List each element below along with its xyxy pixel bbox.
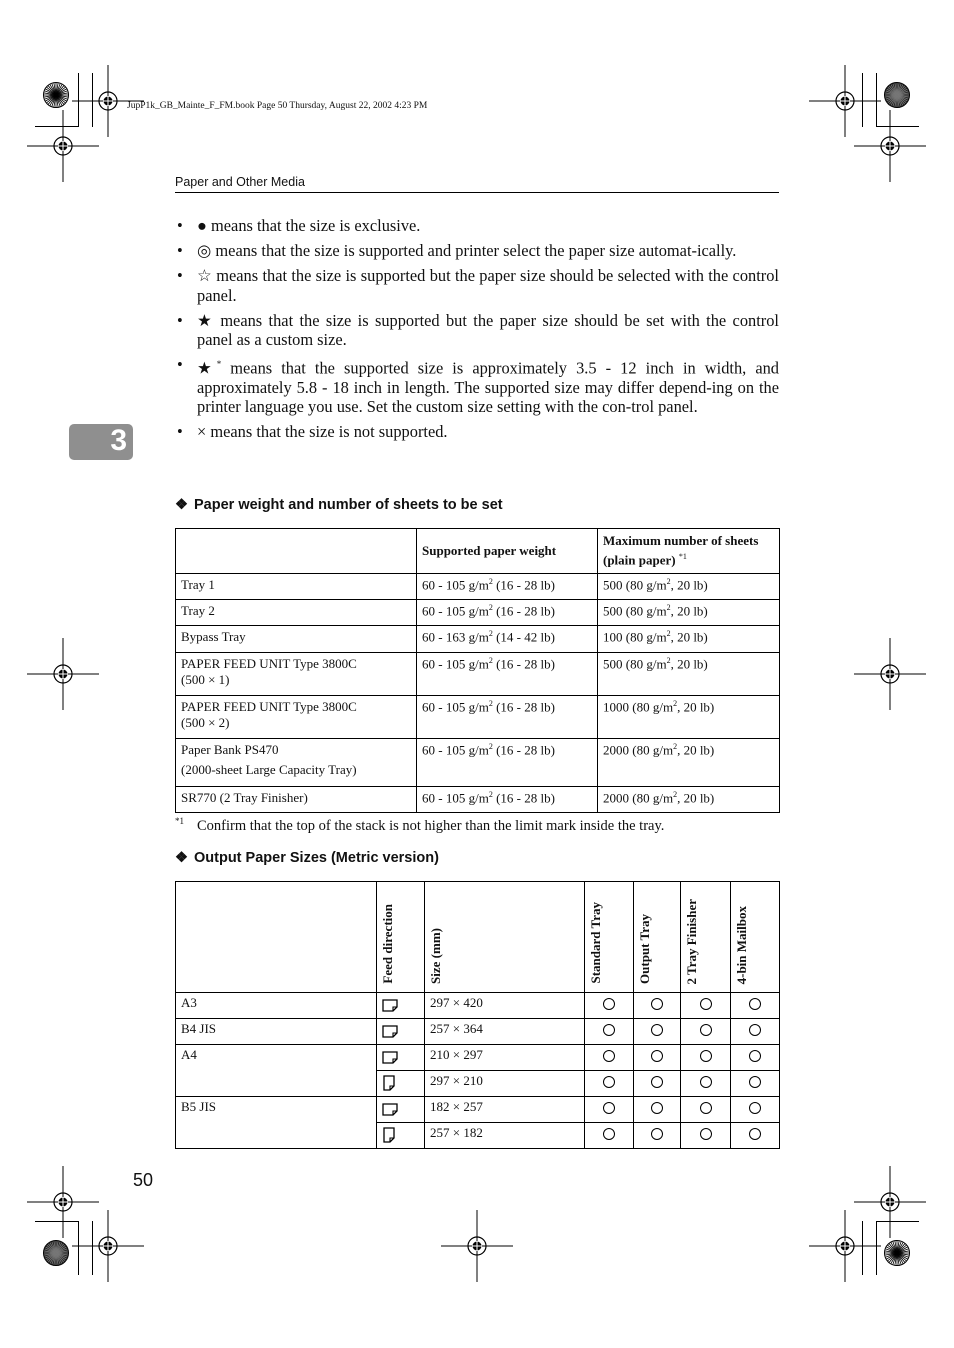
crosshair-mark-icon: [27, 110, 99, 182]
device-name-cell: Tray 2: [176, 600, 417, 626]
supported-circle-icon: [634, 1045, 681, 1071]
device-name-cell: Bypass Tray: [176, 626, 417, 653]
file-info: JupP1k_GB_Mainte_F_FM.book Page 50 Thursday, August 22, 2002 4:23 PM: [127, 101, 428, 111]
output-sizes-table: [175, 881, 780, 1149]
supported-circle-icon: [634, 1019, 681, 1045]
running-head: Paper and Other Media: [175, 175, 305, 189]
paper-size-name-cell: A4: [176, 1045, 377, 1097]
crosshair-mark-icon: [854, 638, 926, 710]
table-row: [176, 696, 780, 739]
size-cell: 257 × 364: [425, 1019, 585, 1045]
open-star-icon: ☆: [197, 266, 212, 285]
supported-circle-icon: [731, 1071, 780, 1097]
supported-circle-icon: [585, 1045, 634, 1071]
sheets-cell: 100 (80 $g/m^2$, 20 lb): [598, 626, 780, 653]
crop-line: [862, 73, 863, 127]
supported-circle-icon: [681, 1097, 731, 1123]
table-header-row: [176, 882, 780, 993]
header-2-tray-finisher: 2 Tray Finisher: [681, 882, 731, 993]
crop-line: [92, 73, 93, 127]
sheets-cell: 500 (80 $g/m^2$, 20 lb): [598, 653, 780, 696]
device-name-cell: Tray 1: [176, 574, 417, 600]
weight-cell: 60 - 105 $g/m^2$ (16 - 28 lb): [417, 787, 598, 813]
supported-circle-icon: [585, 1097, 634, 1123]
weight-cell: 60 - 105 $g/m^2$ (16 - 28 lb): [417, 696, 598, 739]
landscape-feed-icon: [377, 993, 425, 1019]
filled-star-icon: ★: [197, 310, 214, 330]
paper-size-name-cell: B5 JIS: [176, 1097, 377, 1149]
table-row: [176, 653, 780, 696]
crop-line: [862, 1221, 863, 1275]
filled-circle-icon: ●: [197, 216, 207, 235]
table-row: [176, 787, 780, 813]
portrait-feed-icon: [377, 1123, 425, 1149]
landscape-feed-icon: [377, 1019, 425, 1045]
supported-circle-icon: [681, 1019, 731, 1045]
crop-line: [876, 126, 919, 127]
header-sheets: Maximum number of sheets (plain paper) $^{*1}$: [598, 529, 780, 574]
crop-line: [78, 1221, 79, 1275]
supported-circle-icon: [731, 993, 780, 1019]
crop-line: [876, 73, 877, 127]
weight-cell: 60 - 105 $g/m^2$ (16 - 28 lb): [417, 600, 598, 626]
table-row: [176, 600, 780, 626]
landscape-feed-icon: [377, 1045, 425, 1071]
device-name-cell: PAPER FEED UNIT Type 3800C (500 × 2): [176, 696, 417, 739]
supported-circle-icon: [731, 1123, 780, 1149]
header-rule: [175, 192, 779, 193]
header-weight: Supported paper weight: [417, 529, 598, 574]
sheets-cell: 2000 (80 $g/m^2$, 20 lb): [598, 787, 780, 813]
table-row: [176, 1045, 780, 1071]
size-cell: 297 × 210: [425, 1071, 585, 1097]
color-target-icon: [41, 1238, 71, 1268]
header-size: Size (mm): [425, 882, 585, 993]
crop-line: [35, 1221, 78, 1222]
size-cell: 182 × 257: [425, 1097, 585, 1123]
supported-circle-icon: [585, 1019, 634, 1045]
crop-line: [876, 1221, 877, 1275]
device-name-cell: Paper Bank PS470 (2000-sheet Large Capacity Tray): [176, 739, 417, 787]
section-title-weight: ❖ Paper weight and number of sheets to be set: [175, 497, 503, 513]
supported-circle-icon: [634, 993, 681, 1019]
supported-circle-icon: [681, 1123, 731, 1149]
crosshair-mark-icon: [854, 110, 926, 182]
header-feed-direction: Feed direction: [377, 882, 425, 993]
crop-line: [35, 126, 78, 127]
header-standard-tray: Standard Tray: [585, 882, 634, 993]
sheets-cell: 500 (80 $g/m^2$, 20 lb): [598, 600, 780, 626]
diamond-icon: ❖: [175, 850, 188, 866]
landscape-feed-icon: [377, 1097, 425, 1123]
double-circle-icon: ◎: [197, 241, 212, 260]
symbol-legend: [175, 216, 779, 447]
paper-weight-table: [175, 528, 780, 813]
diamond-icon: ❖: [175, 497, 188, 513]
section-title-output: ❖ Output Paper Sizes (Metric version): [175, 850, 439, 866]
supported-circle-icon: [681, 1071, 731, 1097]
color-target-icon: [882, 80, 912, 110]
legend-item: • ◎ means that the size is supported and printer select the paper size automat-ically.: [177, 241, 737, 260]
weight-cell: 60 - 163 $g/m^2$ (14 - 42 lb): [417, 626, 598, 653]
cross-icon: ×: [197, 422, 207, 442]
table-row: [176, 574, 780, 600]
supported-circle-icon: [731, 1097, 780, 1123]
supported-circle-icon: [585, 1071, 634, 1097]
color-target-icon: [882, 1238, 912, 1268]
crosshair-mark-icon: [27, 638, 99, 710]
weight-cell: 60 - 105 $g/m^2$ (16 - 28 lb): [417, 653, 598, 696]
supported-circle-icon: [681, 1045, 731, 1071]
supported-circle-icon: [585, 1123, 634, 1149]
supported-circle-icon: [634, 1071, 681, 1097]
crop-line: [876, 1221, 919, 1222]
page-number: 50: [133, 1170, 154, 1190]
supported-circle-icon: [681, 993, 731, 1019]
crosshair-mark-icon: [72, 1210, 144, 1282]
crop-line: [92, 1221, 93, 1275]
sheets-cell: 2000 (80 $g/m^2$, 20 lb): [598, 739, 780, 787]
legend-item: • ☆ means that the size is supported but the paper size should be selected with the control panel.: [177, 266, 779, 305]
table-row: [176, 1019, 780, 1045]
sheets-cell: 1000 (80 $g/m^2$, 20 lb): [598, 696, 780, 739]
header-output-tray: Output Tray: [634, 882, 681, 993]
size-cell: 210 × 297: [425, 1045, 585, 1071]
supported-circle-icon: [634, 1097, 681, 1123]
portrait-feed-icon: [377, 1071, 425, 1097]
table-header-row: [176, 529, 780, 574]
chapter-tab: [69, 424, 133, 460]
weight-cell: 60 - 105 $g/m^2$ (16 - 28 lb): [417, 574, 598, 600]
legend-item: • ● means that the size is exclusive.: [177, 216, 421, 235]
header-4-bin-mailbox: 4-bin Mailbox: [731, 882, 780, 993]
chapter-number: 3: [110, 424, 127, 457]
legend-item: • ★ means that the size is supported but the paper size should be set with the control panel as a custom size.: [177, 310, 779, 349]
crosshair-mark-icon: [809, 1210, 881, 1282]
header-blank: [176, 882, 377, 993]
table-row: [176, 739, 780, 787]
supported-circle-icon: [731, 1019, 780, 1045]
device-name-cell: PAPER FEED UNIT Type 3800C (500 × 1): [176, 653, 417, 696]
supported-circle-icon: [731, 1045, 780, 1071]
paper-size-name-cell: B4 JIS: [176, 1019, 377, 1045]
table-row: [176, 993, 780, 1019]
legend-item: • × means that the size is not supported.: [177, 422, 448, 442]
header-blank: [176, 529, 417, 574]
crosshair-mark-icon: [441, 1210, 513, 1282]
paper-size-name-cell: A3: [176, 993, 377, 1019]
table-row: [176, 626, 780, 653]
legend-item: • ★* means that the supported size is approximately 3.5 - 12 inch in width, and approximately 5.8 - 18 inch in length. The supported size may differ depend-ing on the printer language you use. Set the custom size setting with the con-trol panel.: [177, 355, 779, 417]
sheets-cell: 500 (80 $g/m^2$, 20 lb): [598, 574, 780, 600]
color-target-icon: [41, 80, 71, 110]
size-cell: 297 × 420: [425, 993, 585, 1019]
filled-star-asterisk-icon: ★: [197, 358, 217, 378]
table-row: [176, 1097, 780, 1123]
supported-circle-icon: [634, 1123, 681, 1149]
crop-line: [78, 73, 79, 127]
size-cell: 257 × 182: [425, 1123, 585, 1149]
device-name-cell: SR770 (2 Tray Finisher): [176, 787, 417, 813]
weight-cell: 60 - 105 $g/m^2$ (16 - 28 lb): [417, 739, 598, 787]
supported-circle-icon: [585, 993, 634, 1019]
